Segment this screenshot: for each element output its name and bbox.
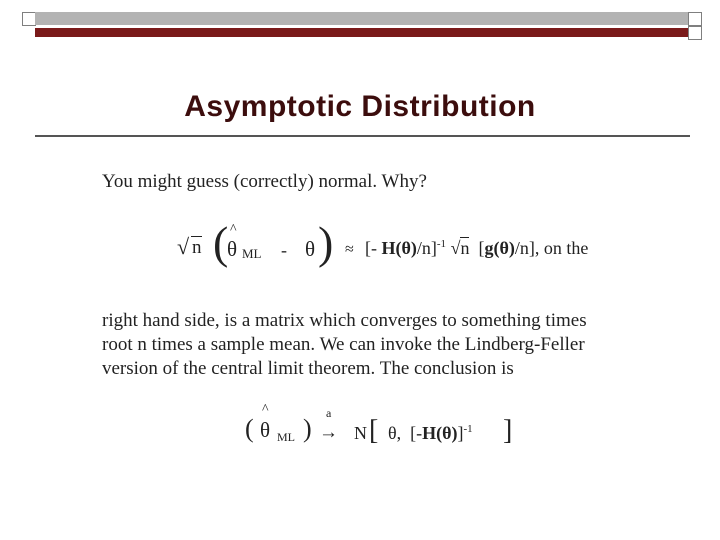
gray-band: [35, 12, 688, 25]
hat-symbol: ^: [262, 402, 269, 417]
equation-2: [245, 402, 545, 452]
paren-right: ): [318, 217, 334, 268]
corner-square-right-lower: [688, 26, 702, 40]
paren-right: ): [303, 414, 312, 443]
theta: θ: [305, 237, 316, 261]
normal-symbol: N: [354, 423, 367, 443]
explanation-paragraph: [102, 309, 587, 381]
approx-symbol: ≈: [345, 241, 354, 258]
hat-symbol: ^: [230, 222, 237, 237]
sqrt-symbol: √: [177, 234, 190, 259]
bracket-right: ]: [503, 415, 513, 446]
paragraph-line: version of the central limit theorem. The conclusion is: [102, 358, 514, 379]
distribution-params: θ, $[-H(\theta)]^{-1}$: [388, 423, 473, 443]
sqrt-n: n: [192, 237, 202, 258]
paragraph-line: right hand side, is a matrix which converges to something times: [102, 310, 587, 331]
paren-left: (: [245, 414, 254, 443]
intro-text: You might guess (correctly) normal. Why?: [102, 171, 427, 192]
paren-left: (: [213, 217, 229, 268]
bracket-left: [: [369, 415, 379, 446]
asymptotic-label: a: [326, 406, 332, 420]
subscript-ml: ML: [242, 246, 262, 261]
equation-1: [175, 217, 645, 270]
equation-1-rhs: [- H(θ)/n]$^{-1}$ √n [g(θ)/n], on the: [365, 238, 589, 258]
corner-square-left: [22, 12, 36, 26]
sqrt-symbol-2: √: [450, 238, 461, 258]
theta-hat: θ: [260, 418, 271, 442]
red-band: [35, 28, 688, 37]
right-arrow-icon: →: [319, 422, 338, 443]
theta-hat: θ: [227, 237, 238, 261]
title-divider: [35, 135, 690, 137]
corner-square-right: [688, 12, 702, 26]
slide-title: Asymptotic Distribution: [184, 90, 536, 123]
minus-sign: -: [281, 240, 287, 260]
top-decoration: [0, 0, 720, 40]
paragraph-line: root n times a sample mean. We can invoke the Lindberg-Feller: [102, 334, 585, 355]
subscript-ml: ML: [277, 430, 295, 444]
